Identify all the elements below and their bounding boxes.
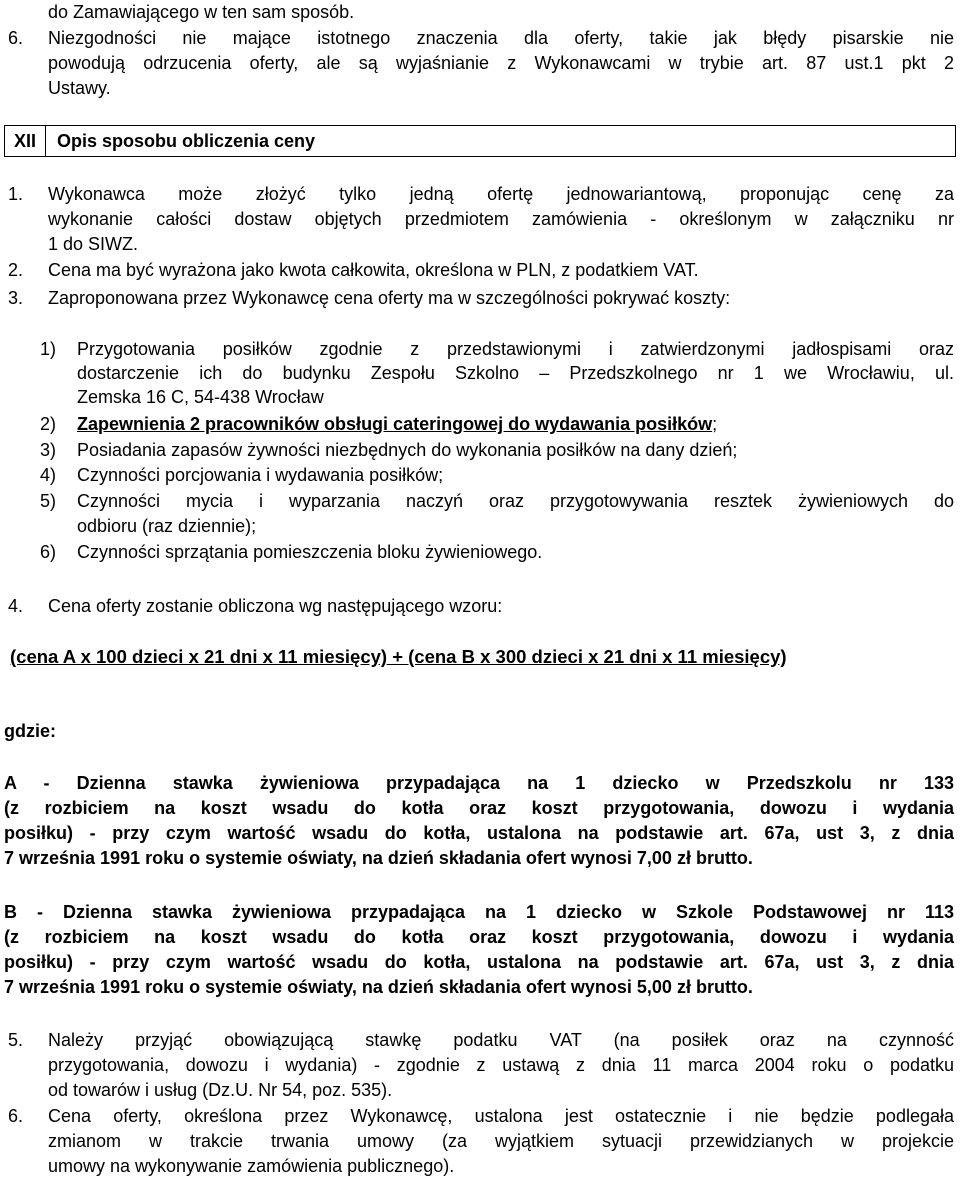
list-number: 1.	[8, 184, 24, 204]
formula-legend-heading: gdzie:	[4, 721, 56, 741]
sublist-number: 4)	[40, 465, 57, 485]
definition-b-line: (z rozbiciem na koszt wsadu do kotła oraz koszt przygotowania, dowozu i wydania	[4, 927, 954, 947]
sublist-number: 1)	[40, 339, 57, 359]
paragraph-line: Cena oferty, określona przez Wykonawcę, ustalona jest ostatecznie i nie będzie podlegała	[48, 1106, 954, 1126]
list-number: 6.	[8, 1106, 24, 1126]
sublist-item-2	[77, 412, 717, 436]
sublist-number: 2)	[40, 414, 57, 434]
sublist-line: odbioru (raz dziennie);	[77, 516, 257, 536]
sublist-number: 3)	[40, 440, 57, 460]
paragraph-line: Zaproponowana przez Wykonawcę cena oferty ma w szczególności pokrywać koszty:	[48, 288, 731, 308]
paragraph-line: przygotowania, dowozu i wydania) - zgodnie z ustawą z dnia 11 marca 2004 roku o podatku	[48, 1055, 954, 1075]
section-number: XII	[5, 126, 46, 156]
sublist-number: 6)	[40, 542, 57, 562]
paragraph-line: Należy przyjąć obowiązującą stawkę podatku VAT (na posiłek oraz na czynność	[48, 1030, 954, 1050]
sublist-line: Czynności mycia i wyparzania naczyń oraz przygotowywania resztek żywieniowych do	[77, 491, 954, 511]
definition-b-line: posiłku) - przy czym wartość wsadu do kotła, ustalona na podstawie art. 67a, ust 3, z dnia	[4, 952, 954, 972]
list-number: 4.	[8, 596, 24, 616]
sublist-line: Czynności porcjowania i wydawania posiłków;	[77, 465, 444, 485]
list-number: 2.	[8, 260, 24, 280]
sublist-line: Czynności sprzątania pomieszczenia bloku żywieniowego.	[77, 542, 543, 562]
definition-b-line: 7 września 1991 roku o systemie oświaty, na dzień składania ofert wynosi 5,00 zł brutto.	[4, 977, 753, 997]
definition-b-line: B - Dzienna stawka żywieniowa przypadająca na 1 dziecko w Szkole Podstawowej nr 113	[4, 902, 954, 922]
sublist-line: Zemska 16 C, 54-438 Wrocław	[77, 387, 324, 407]
sublist-line: Posiadania zapasów żywności niezbędnych do wykonania posiłków na dany dzień;	[77, 440, 738, 460]
paragraph-line: wykonanie całości dostaw objętych przedmiotem zamówienia - określonym w załączniku nr	[48, 209, 954, 229]
sublist-line: Przygotowania posiłków zgodnie z przedstawionymi i zatwierdzonymi jadłospisami oraz	[77, 339, 954, 359]
continuation-line: do Zamawiającego w ten sam sposób.	[48, 2, 355, 22]
paragraph-line: zmianom w trakcie trwania umowy (za wyjątkiem sytuacji przewidzianych w projekcie	[48, 1131, 954, 1151]
section-header	[4, 125, 956, 157]
list-number: 5.	[8, 1030, 24, 1050]
paragraph-line: 1 do SIWZ.	[48, 234, 139, 254]
sublist-line: dostarczenie ich do budynku Zespołu Szkolno – Przedszkolnego nr 1 we Wrocławiu, ul.	[77, 363, 954, 383]
punctuation: ;	[712, 414, 718, 434]
definition-a-line: 7 września 1991 roku o systemie oświaty, na dzień składania ofert wynosi 7,00 zł brutto.	[4, 848, 753, 868]
paragraph-line: Niezgodności nie mające istotnego znaczenia dla oferty, takie jak błędy pisarskie nie	[48, 28, 954, 48]
paragraph-line: Ustawy.	[48, 78, 111, 98]
paragraph-line: Wykonawca może złożyć tylko jedną ofertę jednowariantową, proponując cenę za	[48, 184, 954, 204]
emphasized-text: Zapewnienia 2 pracowników obsługi cateringowej do wydawania posiłków	[77, 414, 713, 434]
section-title: Opis sposobu obliczenia ceny	[57, 131, 316, 151]
paragraph-line: od towarów i usług (Dz.U. Nr 54, poz. 535).	[48, 1080, 393, 1100]
list-number: 3.	[8, 288, 24, 308]
paragraph-line: Cena ma być wyrażona jako kwota całkowita, określona w PLN, z podatkiem VAT.	[48, 260, 699, 280]
paragraph-line: umowy na wykonywanie zamówienia publicznego).	[48, 1156, 455, 1176]
definition-a-line: posiłku) - przy czym wartość wsadu do kotła, ustalona na podstawie art. 67a, ust 3, z dnia	[4, 823, 954, 843]
definition-a-line: A - Dzienna stawka żywieniowa przypadająca na 1 dziecko w Przedszkolu nr 133	[4, 773, 954, 793]
sublist-number: 5)	[40, 491, 57, 511]
paragraph-line: Cena oferty zostanie obliczona wg następującego wzoru:	[48, 596, 503, 616]
paragraph-line: powodują odrzucenia oferty, ale są wyjaśnianie z Wykonawcami w trybie art. 87 ust.1 pkt 2	[48, 53, 954, 73]
definition-a-line: (z rozbiciem na koszt wsadu do kotła oraz koszt przygotowania, dowozu i wydania	[4, 798, 954, 818]
list-number: 6.	[8, 28, 24, 48]
price-formula: (cena A x 100 dzieci x 21 dni x 11 miesięcy) + (cena B x 300 dzieci x 21 dni x 11 miesięcy)	[10, 646, 787, 667]
